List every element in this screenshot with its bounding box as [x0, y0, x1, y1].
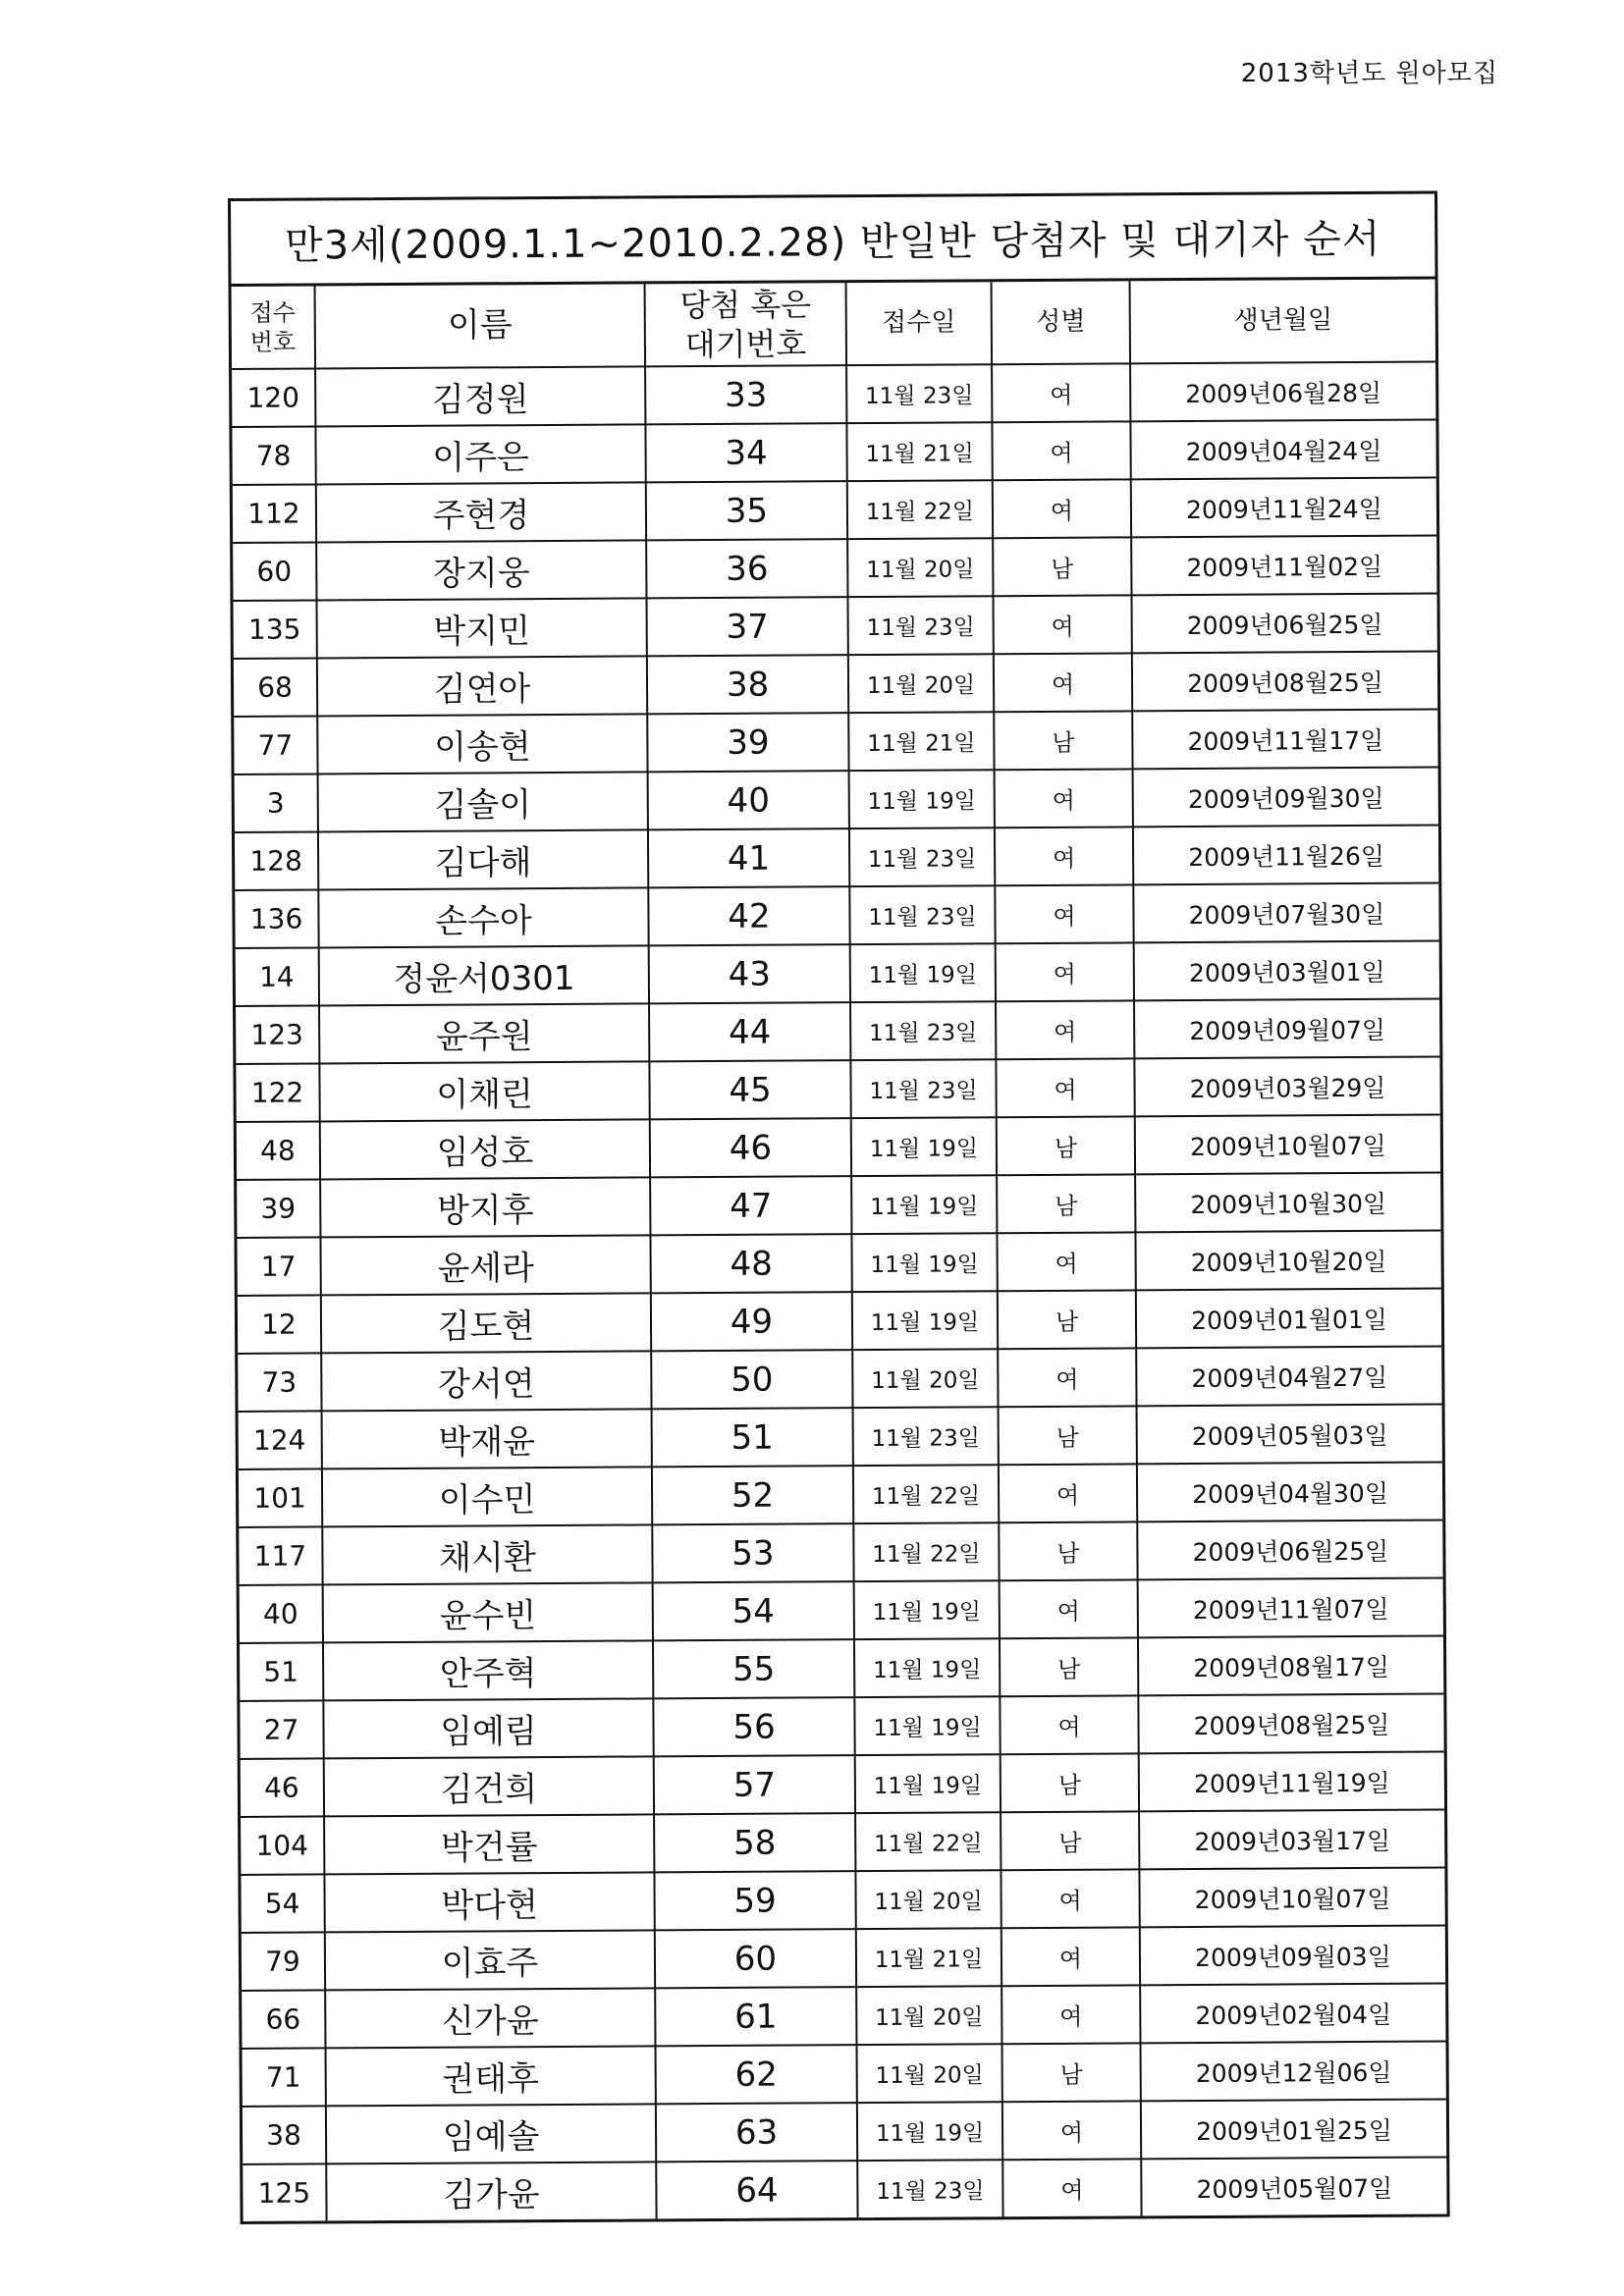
- cell-name: 박건률: [324, 1814, 654, 1874]
- cell-gender: 남: [994, 711, 1132, 770]
- cell-receipt-no: 46: [241, 1758, 324, 1817]
- cell-receipt-no: 123: [236, 1005, 319, 1064]
- header-note: 2013학년도 원아모집: [1240, 59, 1498, 88]
- cell-name: 윤수빈: [323, 1582, 653, 1642]
- cell-receipt-date: 11월 19일: [857, 2102, 1002, 2161]
- cell-gender: 여: [996, 1058, 1134, 1117]
- cell-receipt-no: 48: [237, 1121, 320, 1180]
- cell-gender: 남: [1002, 2043, 1141, 2102]
- cell-gender: 여: [995, 827, 1133, 885]
- cell-birth-date: 2009년05월03일: [1137, 1404, 1442, 1464]
- column-header-receipt-no: [232, 286, 316, 369]
- cell-lot-no: 63: [656, 2103, 857, 2162]
- column-header-name: 이름: [315, 284, 646, 368]
- cell-receipt-date: 11월 19일: [854, 1580, 1000, 1639]
- cell-lot-no: 39: [647, 713, 848, 772]
- cell-birth-date: 2009년11월17일: [1132, 709, 1437, 769]
- table-row: [236, 1056, 1439, 1121]
- cell-name: 채시환: [322, 1524, 652, 1584]
- cell-receipt-date: 11월 19일: [851, 1117, 997, 1176]
- cell-name: 신가윤: [325, 1988, 655, 2048]
- cell-receipt-no: 136: [235, 889, 318, 948]
- cell-receipt-date: 11월 20일: [855, 1870, 1001, 1929]
- cell-receipt-date: 11월 19일: [851, 1175, 997, 1234]
- cell-lot-no: 34: [645, 423, 846, 482]
- cell-birth-date: 2009년08월17일: [1138, 1635, 1443, 1695]
- cell-birth-date: 2009년06월25일: [1131, 593, 1436, 653]
- cell-receipt-no: 117: [239, 1526, 322, 1585]
- cell-gender: 여: [1000, 1695, 1138, 1754]
- cell-receipt-no: 135: [234, 600, 317, 659]
- table-row: [239, 1404, 1442, 1468]
- cell-receipt-no: 27: [240, 1700, 323, 1759]
- table-row: [235, 882, 1438, 947]
- cell-lot-no: 64: [656, 2161, 857, 2218]
- cell-lot-no: 36: [646, 539, 847, 598]
- cell-receipt-date: 11월 21일: [856, 1928, 1001, 1987]
- cell-gender: 여: [995, 884, 1133, 943]
- cell-lot-no: 44: [649, 1002, 850, 1061]
- cell-lot-no: 50: [651, 1350, 852, 1409]
- cell-name: 김도현: [321, 1293, 651, 1353]
- cell-name: 이주은: [315, 424, 645, 484]
- table-row: [240, 1635, 1443, 1700]
- table-row: [232, 361, 1435, 426]
- cell-receipt-no: 3: [235, 774, 318, 832]
- table-body: [232, 361, 1447, 2220]
- cell-receipt-date: 11월 23일: [850, 1059, 996, 1118]
- cell-gender: 남: [998, 1290, 1136, 1349]
- cell-gender: 남: [999, 1522, 1137, 1580]
- cell-receipt-date: 11월 20일: [856, 1986, 1001, 2045]
- waitlist-sheet: [228, 190, 1450, 2223]
- cell-name: 방지후: [320, 1177, 650, 1237]
- cell-gender: 여: [992, 363, 1130, 422]
- cell-birth-date: 2009년08월25일: [1132, 651, 1437, 711]
- cell-lot-no: 42: [648, 886, 849, 945]
- cell-name: 임성호: [320, 1119, 650, 1179]
- column-header-gender: 성별: [992, 281, 1131, 364]
- cell-lot-no: 61: [655, 1987, 856, 2046]
- cell-lot-no: 35: [646, 481, 847, 540]
- table-row: [241, 1867, 1444, 1932]
- cell-birth-date: 2009년02월04일: [1140, 1983, 1445, 2043]
- column-header-lot-no-line2: 대기번호: [684, 324, 807, 363]
- cell-gender: 여: [1000, 1579, 1138, 1638]
- cell-birth-date: 2009년09월03일: [1140, 1925, 1445, 1985]
- cell-birth-date: 2009년11월02일: [1131, 535, 1436, 595]
- table-row: [234, 593, 1437, 658]
- cell-receipt-date: 11월 20일: [848, 654, 994, 713]
- cell-name: 정윤서0301: [319, 945, 649, 1005]
- cell-name: 임예림: [323, 1698, 653, 1758]
- cell-receipt-date: 11월 19일: [855, 1754, 1001, 1813]
- sheet-title: 만3세(2009.1.1~2010.2.28) 반일반 당첨자 및 대기자 순서: [231, 193, 1435, 286]
- cell-lot-no: 57: [654, 1755, 855, 1814]
- table-row: [236, 940, 1439, 1005]
- cell-receipt-date: 11월 19일: [852, 1291, 998, 1350]
- cell-receipt-no: 125: [243, 2163, 326, 2221]
- table-row: [237, 1230, 1440, 1295]
- cell-gender: 남: [1001, 1811, 1139, 1870]
- cell-name: 권태후: [326, 2046, 656, 2106]
- cell-receipt-no: 39: [237, 1179, 320, 1238]
- table-row: [241, 1751, 1444, 1816]
- cell-gender: 여: [998, 1348, 1136, 1407]
- table-row: [239, 1520, 1442, 1584]
- cell-birth-date: 2009년07월30일: [1133, 882, 1438, 942]
- cell-birth-date: 2009년08월25일: [1138, 1693, 1443, 1753]
- cell-gender: 여: [1001, 1869, 1139, 1928]
- cell-receipt-date: 11월 23일: [846, 364, 992, 423]
- cell-receipt-no: 101: [239, 1468, 322, 1527]
- cell-lot-no: 54: [653, 1581, 854, 1640]
- cell-lot-no: 40: [648, 771, 849, 829]
- cell-receipt-date: 11월 22일: [855, 1812, 1001, 1871]
- cell-name: 박지민: [317, 598, 647, 658]
- table-row: [238, 1346, 1441, 1411]
- cell-gender: 여: [994, 653, 1132, 712]
- cell-receipt-date: 11월 20일: [857, 2044, 1002, 2103]
- cell-birth-date: 2009년11월19일: [1139, 1751, 1444, 1811]
- cell-receipt-date: 11월 19일: [854, 1638, 1000, 1697]
- cell-name: 주현경: [316, 482, 646, 542]
- table-row: [243, 2157, 1446, 2220]
- cell-lot-no: 46: [650, 1118, 851, 1177]
- cell-receipt-date: 11월 23일: [853, 1407, 999, 1466]
- cell-birth-date: 2009년09월07일: [1134, 998, 1439, 1058]
- cell-gender: 여: [999, 1464, 1137, 1522]
- cell-receipt-no: 54: [241, 1874, 324, 1933]
- table-row: [242, 1983, 1445, 2048]
- cell-birth-date: 2009년03월01일: [1134, 940, 1439, 1000]
- cell-receipt-no: 79: [242, 1932, 325, 1991]
- cell-gender: 남: [997, 1174, 1135, 1233]
- cell-receipt-no: 78: [232, 426, 315, 485]
- column-header-receipt-no-line2: 번호: [249, 328, 297, 356]
- table-row: [240, 1577, 1443, 1642]
- column-header-lot-no: [645, 283, 847, 366]
- table-row: [233, 535, 1436, 600]
- cell-receipt-date: 11월 19일: [849, 770, 995, 828]
- table-header-row: [232, 279, 1435, 368]
- table-row: [236, 998, 1439, 1063]
- table-row: [240, 1693, 1443, 1758]
- cell-name: 임예솔: [326, 2104, 656, 2163]
- cell-lot-no: 37: [646, 597, 847, 656]
- cell-receipt-date: 11월 22일: [847, 480, 993, 539]
- table-row: [242, 1925, 1445, 1990]
- cell-name: 이송현: [317, 714, 647, 774]
- cell-lot-no: 41: [648, 828, 849, 887]
- cell-name: 김건희: [324, 1756, 654, 1816]
- cell-name: 김가윤: [326, 2162, 656, 2220]
- cell-birth-date: 2009년03월29일: [1134, 1056, 1439, 1116]
- cell-birth-date: 2009년10월07일: [1135, 1114, 1440, 1174]
- cell-receipt-date: 11월 23일: [857, 2160, 1002, 2217]
- column-header-receipt-date: 접수일: [846, 282, 993, 365]
- cell-lot-no: 59: [654, 1871, 855, 1930]
- cell-gender: 남: [999, 1406, 1137, 1465]
- cell-birth-date: 2009년06월28일: [1130, 361, 1435, 421]
- cell-gender: 여: [993, 479, 1131, 538]
- cell-gender: 남: [1000, 1637, 1138, 1696]
- table-row: [234, 651, 1437, 716]
- cell-lot-no: 43: [649, 944, 850, 1003]
- cell-name: 김정원: [315, 366, 645, 426]
- cell-birth-date: 2009년01월01일: [1136, 1288, 1441, 1348]
- cell-lot-no: 58: [654, 1813, 855, 1872]
- cell-birth-date: 2009년10월30일: [1135, 1172, 1440, 1232]
- cell-birth-date: 2009년09월30일: [1133, 767, 1438, 827]
- cell-receipt-no: 38: [243, 2106, 326, 2164]
- cell-lot-no: 53: [652, 1523, 853, 1582]
- cell-lot-no: 51: [652, 1408, 853, 1467]
- cell-lot-no: 49: [651, 1292, 852, 1351]
- cell-birth-date: 2009년10월20일: [1135, 1230, 1440, 1290]
- cell-birth-date: 2009년12월06일: [1140, 2041, 1445, 2101]
- cell-receipt-no: 60: [233, 542, 316, 601]
- cell-gender: 여: [997, 1232, 1135, 1291]
- cell-receipt-no: 112: [233, 484, 316, 543]
- cell-receipt-no: 104: [241, 1816, 324, 1875]
- cell-lot-no: 52: [652, 1466, 853, 1524]
- cell-receipt-no: 77: [234, 716, 317, 774]
- cell-name: 안주혁: [323, 1640, 653, 1700]
- table-row: [234, 709, 1437, 774]
- cell-lot-no: 60: [655, 1929, 856, 1988]
- cell-birth-date: 2009년06월25일: [1137, 1520, 1442, 1579]
- cell-lot-no: 45: [649, 1060, 850, 1119]
- cell-gender: 여: [1001, 1985, 1140, 2044]
- cell-receipt-no: 66: [242, 1990, 325, 2049]
- cell-gender: 여: [1002, 2101, 1141, 2160]
- waitlist-table: [232, 279, 1447, 2220]
- column-header-lot-no-line1: 당첨 혹은: [679, 285, 812, 324]
- cell-receipt-no: 68: [234, 658, 317, 717]
- cell-birth-date: 2009년11월07일: [1138, 1577, 1443, 1637]
- cell-gender: 남: [993, 537, 1131, 596]
- table-row: [243, 2099, 1446, 2163]
- cell-receipt-no: 128: [235, 831, 318, 890]
- cell-receipt-date: 11월 23일: [849, 885, 995, 944]
- cell-name: 손수아: [318, 887, 648, 947]
- cell-name: 이수민: [322, 1467, 652, 1526]
- cell-lot-no: 62: [656, 2045, 857, 2104]
- cell-receipt-no: 71: [243, 2048, 326, 2107]
- cell-name: 박다현: [324, 1872, 654, 1932]
- table-row: [243, 2041, 1446, 2106]
- cell-receipt-no: 17: [237, 1237, 320, 1296]
- cell-lot-no: 48: [650, 1234, 851, 1293]
- cell-receipt-date: 11월 19일: [854, 1696, 1000, 1755]
- cell-lot-no: 55: [653, 1639, 854, 1698]
- cell-name: 이효주: [325, 1930, 655, 1990]
- cell-birth-date: 2009년03월17일: [1139, 1809, 1444, 1869]
- cell-name: 강서연: [321, 1351, 651, 1411]
- cell-gender: 여: [996, 942, 1134, 1001]
- cell-birth-date: 2009년04월30일: [1137, 1462, 1442, 1522]
- cell-receipt-no: 124: [239, 1411, 322, 1469]
- cell-birth-date: 2009년01월25일: [1141, 2099, 1446, 2159]
- cell-gender: 여: [996, 1000, 1134, 1059]
- cell-lot-no: 56: [653, 1697, 854, 1756]
- cell-receipt-date: 11월 22일: [853, 1522, 999, 1581]
- cell-receipt-date: 11월 23일: [849, 828, 995, 886]
- cell-gender: 여: [992, 421, 1130, 480]
- table-row: [235, 767, 1438, 831]
- cell-name: 윤주원: [319, 1003, 649, 1063]
- cell-gender: 여: [1001, 1927, 1140, 1986]
- table-row: [232, 419, 1435, 484]
- table-row: [237, 1114, 1440, 1179]
- cell-receipt-date: 11월 19일: [850, 943, 996, 1002]
- cell-receipt-date: 11월 20일: [852, 1349, 998, 1408]
- cell-receipt-date: 11월 20일: [847, 538, 993, 597]
- cell-birth-date: 2009년04월24일: [1130, 419, 1435, 479]
- column-header-birth-date: 생년월일: [1130, 279, 1436, 363]
- cell-name: 장지웅: [316, 540, 646, 600]
- cell-lot-no: 33: [645, 365, 846, 424]
- cell-birth-date: 2009년10월07일: [1139, 1867, 1444, 1927]
- table-row: [238, 1288, 1441, 1353]
- cell-receipt-no: 51: [240, 1642, 323, 1701]
- cell-name: 김연아: [317, 656, 647, 716]
- cell-birth-date: 2009년04월27일: [1136, 1346, 1441, 1406]
- cell-receipt-date: 11월 22일: [853, 1465, 999, 1523]
- cell-receipt-no: 73: [238, 1353, 321, 1412]
- cell-receipt-no: 120: [232, 368, 315, 427]
- column-header-receipt-no-line1: 접수: [249, 298, 296, 327]
- cell-birth-date: 2009년11월24일: [1131, 477, 1436, 537]
- cell-lot-no: 47: [650, 1176, 851, 1235]
- cell-name: 김다해: [318, 829, 648, 889]
- cell-receipt-date: 11월 21일: [848, 712, 994, 771]
- table-row: [237, 1172, 1440, 1237]
- cell-receipt-date: 11월 19일: [851, 1233, 997, 1292]
- cell-birth-date: 2009년11월26일: [1133, 825, 1438, 884]
- cell-name: 김솔이: [318, 772, 648, 831]
- cell-receipt-no: 122: [236, 1063, 319, 1122]
- cell-lot-no: 38: [647, 655, 848, 714]
- cell-receipt-date: 11월 23일: [850, 1001, 996, 1060]
- table-row: [233, 477, 1436, 542]
- table-row: [239, 1462, 1442, 1526]
- cell-receipt-no: 40: [240, 1584, 323, 1643]
- cell-gender: 여: [995, 769, 1133, 828]
- cell-gender: 남: [997, 1116, 1135, 1175]
- cell-receipt-date: 11월 23일: [847, 596, 993, 655]
- cell-receipt-no: 12: [238, 1295, 321, 1354]
- cell-name: 이채린: [319, 1061, 649, 1121]
- cell-name: 윤세라: [320, 1235, 650, 1295]
- table-row: [241, 1809, 1444, 1874]
- cell-name: 박재윤: [322, 1409, 652, 1468]
- cell-receipt-date: 11월 21일: [846, 422, 992, 481]
- table-row: [235, 825, 1438, 889]
- cell-gender: 여: [1002, 2159, 1141, 2216]
- cell-receipt-no: 14: [236, 947, 319, 1006]
- cell-birth-date: 2009년05월07일: [1141, 2157, 1446, 2216]
- cell-gender: 남: [1001, 1753, 1139, 1812]
- cell-gender: 여: [993, 595, 1131, 654]
